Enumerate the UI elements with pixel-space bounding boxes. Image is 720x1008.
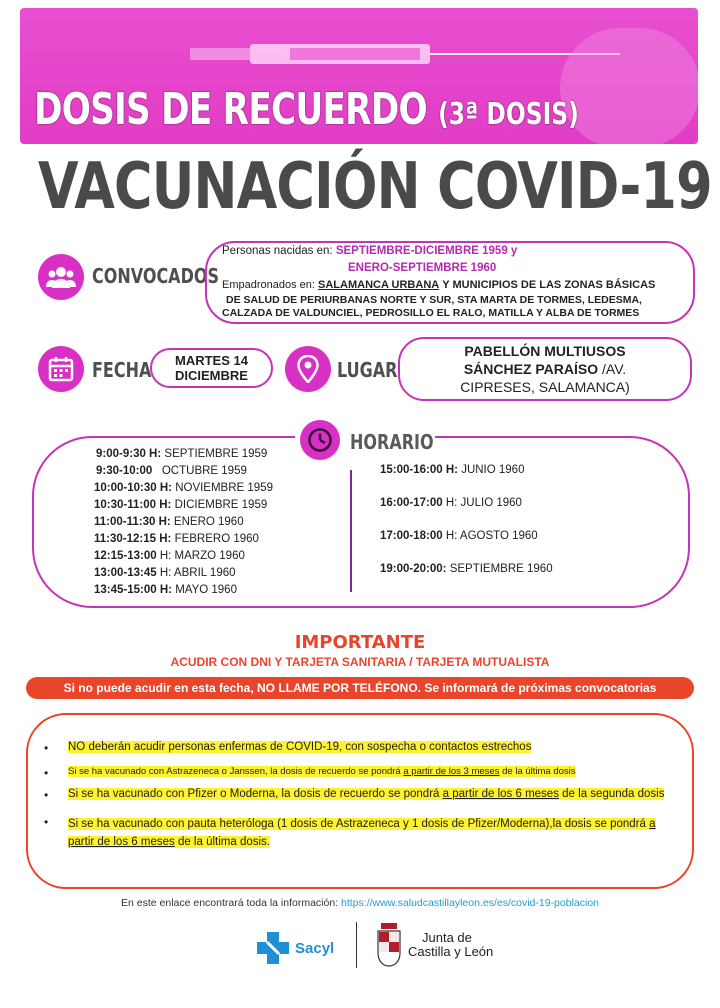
convocados-line5: CALZADA DE VALDUNCIEL, PEDROSILLO EL RALO, MATILLA Y ALBA DE TORMES xyxy=(222,307,640,319)
convocados-line4: DE SALUD DE PERIURBANAS NORTE Y SUR, STA MARTA DE TORMES, LEDESMA, xyxy=(226,294,642,306)
junta-line2: Castilla y León xyxy=(408,944,494,959)
title-dosis-recuerdo: DOSIS DE RECUERDO (3ª DOSIS) xyxy=(34,84,579,135)
bullet-item-2: • Si se ha vacunado con Astrazeneca o Janssen, la dosis de recuerdo se pondrá a partir de los 3 meses de la última dosis xyxy=(44,766,576,780)
importante-title: IMPORTANTE xyxy=(294,632,426,653)
schedule-divider xyxy=(350,470,352,592)
bullet-item-3: • Si se ha vacunado con Pfizer o Moderna, la dosis de recuerdo se pondrá a partir de los 6 meses de la segunda dosis xyxy=(44,788,665,802)
schedule-row: 10:00-10:30 H: NOVIEMBRE 1959 xyxy=(94,482,273,494)
lugar-label: LUGAR xyxy=(337,358,398,382)
bullet-item-1: • NO deberán acudir personas enfermas de COVID-19, con sospecha o contactos estrechos xyxy=(44,741,532,755)
lugar-line2: SÁNCHEZ PARAÍSO /AV. xyxy=(463,361,627,377)
schedule-row: 9:00-9:30 H: SEPTIEMBRE 1959 xyxy=(96,448,268,460)
fecha-label: FECHA xyxy=(92,358,152,382)
fecha-line2: DICIEMBRE xyxy=(175,368,248,383)
bullet-dot: • xyxy=(44,741,49,755)
schedule-row: 16:00-17:00 H: JULIO 1960 xyxy=(380,497,522,509)
bullet-dot: • xyxy=(44,815,49,829)
importante-banner: Si no puede acudir en esta fecha, NO LLAME POR TELÉFONO. Se informará de próximas convocatorias xyxy=(26,677,694,699)
junta-line1: Junta de xyxy=(422,930,472,945)
hand-shape xyxy=(560,28,698,144)
sacyl-cross-icon xyxy=(255,930,291,966)
schedule-row: 13:45-15:00 H: MAYO 1960 xyxy=(94,584,237,596)
coat-of-arms-icon xyxy=(376,922,402,968)
schedule-row: 10:30-11:00 H: DICIEMBRE 1959 xyxy=(94,499,268,511)
people-group-icon xyxy=(38,254,84,300)
horario-label: HORARIO xyxy=(350,430,434,454)
convocados-line3: Empadronados en: SALAMANCA URBANA Y MUNICIPIOS DE LAS ZONAS BÁSICAS xyxy=(222,279,656,291)
sacyl-logo: Sacyl xyxy=(255,926,335,970)
lugar-line1: PABELLÓN MULTIUSOS xyxy=(464,343,626,359)
schedule-row: 17:00-18:00 H: AGOSTO 1960 xyxy=(380,530,538,542)
clock-icon xyxy=(300,420,340,460)
calendar-icon xyxy=(38,346,84,392)
lugar-box xyxy=(398,337,692,401)
schedule-row: 9:30-10:00 OCTUBRE 1959 xyxy=(96,465,247,477)
logo-divider xyxy=(356,922,357,968)
lugar-line3: CIPRESES, SALAMANCA) xyxy=(460,379,630,395)
schedule-row: 15:00-16:00 H: JUNIO 1960 xyxy=(380,464,525,476)
convocados-line2: ENERO-SEPTIEMBRE 1960 xyxy=(348,262,497,274)
schedule-left xyxy=(94,448,273,601)
schedule-row: 19:00-20:00: SEPTIEMBRE 1960 xyxy=(380,563,553,575)
bullet-dot: • xyxy=(44,788,49,802)
schedule-row: 11:00-11:30 H: ENERO 1960 xyxy=(94,516,244,528)
fecha-box xyxy=(150,348,273,388)
convocados-label: CONVOCADOS xyxy=(92,264,219,288)
location-pin-icon xyxy=(285,346,331,392)
info-link[interactable]: https://www.saludcastillayleon.es/es/covid-19-poblacion xyxy=(341,897,600,909)
footer-info: En este enlace encontrará toda la información: https://www.saludcastillayleon.es/es/covid-19-poblacion xyxy=(120,897,600,909)
bullet-item-4: • Si se ha vacunado con pauta heteróloga (1 dosis de Astrazeneca y 1 dosis de Pfizer/Moderna),la dosis se pondrá a partir de los 6 meses de la última dosis. xyxy=(44,815,656,848)
importante-subtitle: ACUDIR CON DNI Y TARJETA SANITARIA / TARJETA MUTUALISTA xyxy=(170,655,550,669)
schedule-right xyxy=(380,464,553,596)
junta-logo xyxy=(376,918,506,972)
bullet-dot: • xyxy=(44,766,49,780)
schedule-row: 11:30-12:15 H: FEBRERO 1960 xyxy=(94,533,259,545)
title-vacunacion: VACUNACIÓN COVID-19 xyxy=(38,150,712,224)
schedule-row: 13:00-13:45 H: ABRIL 1960 xyxy=(94,567,236,579)
fecha-line1: MARTES 14 xyxy=(175,353,248,368)
convocados-line1: Personas nacidas en: SEPTIEMBRE-DICIEMBRE 1959 y xyxy=(222,245,518,257)
schedule-row: 12:15-13:00 H: MARZO 1960 xyxy=(94,550,245,562)
